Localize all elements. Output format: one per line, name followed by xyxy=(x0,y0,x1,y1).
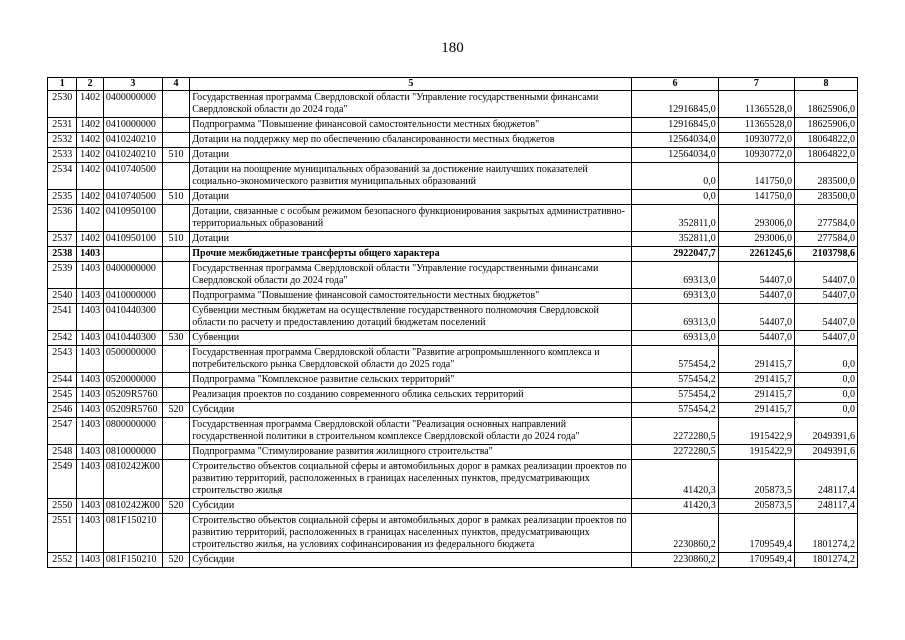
amount-year1-cell: 12564034,0 xyxy=(632,133,718,148)
item-name-cell: Дотации xyxy=(190,190,632,205)
item-name-cell: Дотации xyxy=(190,148,632,163)
section-code-cell: 1402 xyxy=(77,163,103,190)
budget-table xyxy=(47,77,858,568)
amount-year1-cell: 575454,2 xyxy=(632,346,718,373)
amount-year2-cell: 205873,5 xyxy=(718,499,794,514)
section-code-cell: 1402 xyxy=(77,118,103,133)
row-number-cell: 2537 xyxy=(48,232,77,247)
amount-year3-cell: 54407,0 xyxy=(794,304,857,331)
expense-type-cell xyxy=(162,133,189,148)
table-row xyxy=(48,418,858,445)
amount-year2-cell: 1915422,9 xyxy=(718,418,794,445)
row-number-cell: 2538 xyxy=(48,247,77,262)
table-row xyxy=(48,289,858,304)
table-row xyxy=(48,118,858,133)
expense-type-cell: 520 xyxy=(162,553,189,568)
expense-type-cell xyxy=(162,388,189,403)
amount-year2-cell: 291415,7 xyxy=(718,388,794,403)
amount-year1-cell: 69313,0 xyxy=(632,289,718,304)
expense-type-cell xyxy=(162,289,189,304)
expense-type-cell xyxy=(162,445,189,460)
row-number-cell: 2543 xyxy=(48,346,77,373)
amount-year3-cell: 277584,0 xyxy=(794,232,857,247)
item-name-cell: Подпрограмма "Стимулирование развития жилищного строительства" xyxy=(190,445,632,460)
table-row xyxy=(48,403,858,418)
amount-year1-cell: 41420,3 xyxy=(632,460,718,499)
target-article-cell: 0410440300 xyxy=(103,331,162,346)
target-article-cell: 0400000000 xyxy=(103,91,162,118)
item-name-cell: Подпрограмма "Повышение финансовой самостоятельности местных бюджетов" xyxy=(190,118,632,133)
amount-year2-cell: 10930772,0 xyxy=(718,133,794,148)
row-number-cell: 2536 xyxy=(48,205,77,232)
section-code-cell: 1403 xyxy=(77,289,103,304)
target-article-cell: 0520000000 xyxy=(103,373,162,388)
expense-type-cell xyxy=(162,304,189,331)
row-number-cell: 2544 xyxy=(48,373,77,388)
amount-year1-cell: 575454,2 xyxy=(632,403,718,418)
amount-year2-cell: 141750,0 xyxy=(718,163,794,190)
amount-year2-cell: 54407,0 xyxy=(718,304,794,331)
expense-type-cell: 510 xyxy=(162,232,189,247)
row-number-cell: 2552 xyxy=(48,553,77,568)
amount-year3-cell: 283500,0 xyxy=(794,163,857,190)
page-number: 180 xyxy=(441,40,464,56)
section-code-cell: 1403 xyxy=(77,460,103,499)
target-article-cell: 0400000000 xyxy=(103,262,162,289)
target-article-cell: 0410950100 xyxy=(103,232,162,247)
target-article-cell: 0410000000 xyxy=(103,289,162,304)
target-article-cell: 0410740500 xyxy=(103,163,162,190)
section-code-cell: 1402 xyxy=(77,232,103,247)
section-code-cell: 1403 xyxy=(77,403,103,418)
section-code-cell: 1403 xyxy=(77,262,103,289)
amount-year3-cell: 18625906,0 xyxy=(794,91,857,118)
amount-year1-cell: 41420,3 xyxy=(632,499,718,514)
column-header: 2 xyxy=(77,78,103,91)
item-name-cell: Подпрограмма "Комплексное развитие сельских территорий" xyxy=(190,373,632,388)
row-number-cell: 2548 xyxy=(48,445,77,460)
section-code-cell: 1403 xyxy=(77,373,103,388)
amount-year1-cell: 0,0 xyxy=(632,190,718,205)
column-header: 4 xyxy=(162,78,189,91)
item-name-cell: Субсидии xyxy=(190,403,632,418)
amount-year2-cell: 54407,0 xyxy=(718,331,794,346)
expense-type-cell: 530 xyxy=(162,331,189,346)
item-name-cell: Государственная программа Свердловской области "Управление государственными финансами Свердловской области до 2024 года" xyxy=(190,91,632,118)
expense-type-cell xyxy=(162,346,189,373)
row-number-cell: 2542 xyxy=(48,331,77,346)
expense-type-cell: 510 xyxy=(162,190,189,205)
amount-year3-cell: 248117,4 xyxy=(794,460,857,499)
row-number-cell: 2539 xyxy=(48,262,77,289)
row-number-cell: 2533 xyxy=(48,148,77,163)
section-code-cell: 1402 xyxy=(77,205,103,232)
item-name-cell: Строительство объектов социальной сферы и автомобильных дорог в рамках реализации проектов по развитию территорий, расположенных в границах населенных пунктов, предусматривающих строительство жилья xyxy=(190,460,632,499)
row-number-cell: 2532 xyxy=(48,133,77,148)
amount-year3-cell: 18064822,0 xyxy=(794,133,857,148)
amount-year1-cell: 352811,0 xyxy=(632,205,718,232)
section-code-cell: 1403 xyxy=(77,514,103,553)
target-article-cell: 0410740500 xyxy=(103,190,162,205)
item-name-cell: Реализация проектов по созданию современного облика сельских территорий xyxy=(190,388,632,403)
section-code-cell: 1402 xyxy=(77,148,103,163)
amount-year3-cell: 0,0 xyxy=(794,346,857,373)
target-article-cell: 05209R5760 xyxy=(103,388,162,403)
item-name-cell: Дотации xyxy=(190,232,632,247)
target-article-cell: 0500000000 xyxy=(103,346,162,373)
table-row xyxy=(48,346,858,373)
item-name-cell: Дотации, связанные с особым режимом безопасного функционирования закрытых административно-территориальных образований xyxy=(190,205,632,232)
row-number-cell: 2549 xyxy=(48,460,77,499)
amount-year2-cell: 1709549,4 xyxy=(718,553,794,568)
section-code-cell: 1403 xyxy=(77,331,103,346)
amount-year2-cell: 291415,7 xyxy=(718,346,794,373)
amount-year3-cell: 18625906,0 xyxy=(794,118,857,133)
section-code-cell: 1403 xyxy=(77,445,103,460)
table-row xyxy=(48,190,858,205)
amount-year2-cell: 54407,0 xyxy=(718,262,794,289)
amount-year1-cell: 12916845,0 xyxy=(632,91,718,118)
amount-year1-cell: 69313,0 xyxy=(632,262,718,289)
section-code-cell: 1403 xyxy=(77,304,103,331)
amount-year2-cell: 1709549,4 xyxy=(718,514,794,553)
target-article-cell: 0810242Ж00 xyxy=(103,499,162,514)
row-number-cell: 2531 xyxy=(48,118,77,133)
amount-year3-cell: 0,0 xyxy=(794,373,857,388)
amount-year1-cell: 575454,2 xyxy=(632,373,718,388)
amount-year3-cell: 277584,0 xyxy=(794,205,857,232)
expense-type-cell xyxy=(162,205,189,232)
row-number-cell: 2530 xyxy=(48,91,77,118)
row-number-cell: 2551 xyxy=(48,514,77,553)
amount-year3-cell: 248117,4 xyxy=(794,499,857,514)
table-header-row xyxy=(48,78,858,91)
row-number-cell: 2540 xyxy=(48,289,77,304)
expense-type-cell xyxy=(162,373,189,388)
column-header: 6 xyxy=(632,78,718,91)
column-header: 3 xyxy=(103,78,162,91)
row-number-cell: 2546 xyxy=(48,403,77,418)
amount-year2-cell: 54407,0 xyxy=(718,289,794,304)
amount-year1-cell: 2922047,7 xyxy=(632,247,718,262)
target-article-cell: 0410000000 xyxy=(103,118,162,133)
row-number-cell: 2547 xyxy=(48,418,77,445)
amount-year1-cell: 0,0 xyxy=(632,163,718,190)
section-code-cell: 1403 xyxy=(77,553,103,568)
table-row xyxy=(48,331,858,346)
amount-year3-cell: 2103798,6 xyxy=(794,247,857,262)
expense-type-cell: 520 xyxy=(162,499,189,514)
target-article-cell xyxy=(103,247,162,262)
section-code-cell: 1402 xyxy=(77,190,103,205)
amount-year2-cell: 10930772,0 xyxy=(718,148,794,163)
amount-year2-cell: 141750,0 xyxy=(718,190,794,205)
table-row xyxy=(48,163,858,190)
amount-year2-cell: 293006,0 xyxy=(718,232,794,247)
table-row xyxy=(48,514,858,553)
target-article-cell: 0800000000 xyxy=(103,418,162,445)
table-row xyxy=(48,262,858,289)
amount-year3-cell: 1801274,2 xyxy=(794,514,857,553)
row-number-cell: 2550 xyxy=(48,499,77,514)
expense-type-cell xyxy=(162,514,189,553)
target-article-cell: 081F150210 xyxy=(103,553,162,568)
item-name-cell: Подпрограмма "Повышение финансовой самостоятельности местных бюджетов" xyxy=(190,289,632,304)
target-article-cell: 0410950100 xyxy=(103,205,162,232)
amount-year2-cell: 291415,7 xyxy=(718,373,794,388)
target-article-cell: 05209R5760 xyxy=(103,403,162,418)
amount-year3-cell: 2049391,6 xyxy=(794,418,857,445)
expense-type-cell xyxy=(162,91,189,118)
expense-type-cell xyxy=(162,460,189,499)
amount-year3-cell: 18064822,0 xyxy=(794,148,857,163)
amount-year1-cell: 69313,0 xyxy=(632,304,718,331)
amount-year1-cell: 2230860,2 xyxy=(632,514,718,553)
amount-year2-cell: 2261245,6 xyxy=(718,247,794,262)
expense-type-cell: 520 xyxy=(162,403,189,418)
amount-year3-cell: 54407,0 xyxy=(794,331,857,346)
amount-year3-cell: 2049391,6 xyxy=(794,445,857,460)
amount-year3-cell: 1801274,2 xyxy=(794,553,857,568)
table-row xyxy=(48,148,858,163)
item-name-cell: Строительство объектов социальной сферы и автомобильных дорог в рамках реализации проектов по развитию территорий, расположенных в границах населенных пунктов, предусматривающих строительство жилья, на условиях софинансирования из федерального бюджета xyxy=(190,514,632,553)
table-row xyxy=(48,247,858,262)
item-name-cell: Государственная программа Свердловской области "Реализация основных направлений государственной политики в строительном комплексе Свердловской области до 2024 года" xyxy=(190,418,632,445)
table-row xyxy=(48,460,858,499)
amount-year2-cell: 293006,0 xyxy=(718,205,794,232)
amount-year1-cell: 12564034,0 xyxy=(632,148,718,163)
row-number-cell: 2541 xyxy=(48,304,77,331)
table-row xyxy=(48,232,858,247)
table-row xyxy=(48,553,858,568)
amount-year1-cell: 352811,0 xyxy=(632,232,718,247)
amount-year2-cell: 1915422,9 xyxy=(718,445,794,460)
expense-type-cell: 510 xyxy=(162,148,189,163)
item-name-cell: Субвенции местным бюджетам на осуществление государственного полномочия Свердловской области по расчету и предоставлению дотаций бюджетам поселений xyxy=(190,304,632,331)
section-code-cell: 1403 xyxy=(77,247,103,262)
table-row xyxy=(48,499,858,514)
amount-year3-cell: 54407,0 xyxy=(794,289,857,304)
target-article-cell: 0410240210 xyxy=(103,148,162,163)
row-number-cell: 2545 xyxy=(48,388,77,403)
table-body xyxy=(48,91,858,568)
item-name-cell: Дотации на поощрение муниципальных образований за достижение наилучших показателей социально-экономического развития муниципальных образований xyxy=(190,163,632,190)
expense-type-cell xyxy=(162,262,189,289)
expense-type-cell xyxy=(162,163,189,190)
section-code-cell: 1403 xyxy=(77,499,103,514)
item-name-cell: Государственная программа Свердловской области "Развитие агропромышленного комплекса и потребительского рынка Свердловской области до 2025 года" xyxy=(190,346,632,373)
target-article-cell: 0410440300 xyxy=(103,304,162,331)
table-row xyxy=(48,91,858,118)
table-row xyxy=(48,445,858,460)
expense-type-cell xyxy=(162,118,189,133)
amount-year2-cell: 11365528,0 xyxy=(718,91,794,118)
section-code-cell: 1402 xyxy=(77,91,103,118)
amount-year3-cell: 0,0 xyxy=(794,403,857,418)
expense-type-cell xyxy=(162,247,189,262)
table-row xyxy=(48,205,858,232)
column-header: 1 xyxy=(48,78,77,91)
amount-year2-cell: 11365528,0 xyxy=(718,118,794,133)
amount-year1-cell: 2230860,2 xyxy=(632,553,718,568)
column-header: 5 xyxy=(190,78,632,91)
item-name-cell: Субвенции xyxy=(190,331,632,346)
section-code-cell: 1403 xyxy=(77,346,103,373)
target-article-cell: 0810000000 xyxy=(103,445,162,460)
row-number-cell: 2534 xyxy=(48,163,77,190)
section-code-cell: 1402 xyxy=(77,133,103,148)
target-article-cell: 0810242Ж00 xyxy=(103,460,162,499)
expense-type-cell xyxy=(162,418,189,445)
amount-year3-cell: 0,0 xyxy=(794,388,857,403)
table-row xyxy=(48,388,858,403)
table-row xyxy=(48,373,858,388)
item-name-cell: Государственная программа Свердловской области "Управление государственными финансами Свердловской области до 2024 года" xyxy=(190,262,632,289)
table-row xyxy=(48,133,858,148)
item-name-cell: Прочие межбюджетные трансферты общего характера xyxy=(190,247,632,262)
amount-year1-cell: 69313,0 xyxy=(632,331,718,346)
row-number-cell: 2535 xyxy=(48,190,77,205)
target-article-cell: 081F150210 xyxy=(103,514,162,553)
column-header: 7 xyxy=(718,78,794,91)
section-code-cell: 1403 xyxy=(77,388,103,403)
item-name-cell: Дотации на поддержку мер по обеспечению сбалансированности местных бюджетов xyxy=(190,133,632,148)
target-article-cell: 0410240210 xyxy=(103,133,162,148)
amount-year1-cell: 2272280,5 xyxy=(632,418,718,445)
amount-year3-cell: 283500,0 xyxy=(794,190,857,205)
item-name-cell: Субсидии xyxy=(190,553,632,568)
column-header: 8 xyxy=(794,78,857,91)
amount-year1-cell: 575454,2 xyxy=(632,388,718,403)
amount-year3-cell: 54407,0 xyxy=(794,262,857,289)
amount-year2-cell: 205873,5 xyxy=(718,460,794,499)
section-code-cell: 1403 xyxy=(77,418,103,445)
amount-year1-cell: 12916845,0 xyxy=(632,118,718,133)
amount-year2-cell: 291415,7 xyxy=(718,403,794,418)
table-row xyxy=(48,304,858,331)
amount-year1-cell: 2272280,5 xyxy=(632,445,718,460)
item-name-cell: Субсидии xyxy=(190,499,632,514)
